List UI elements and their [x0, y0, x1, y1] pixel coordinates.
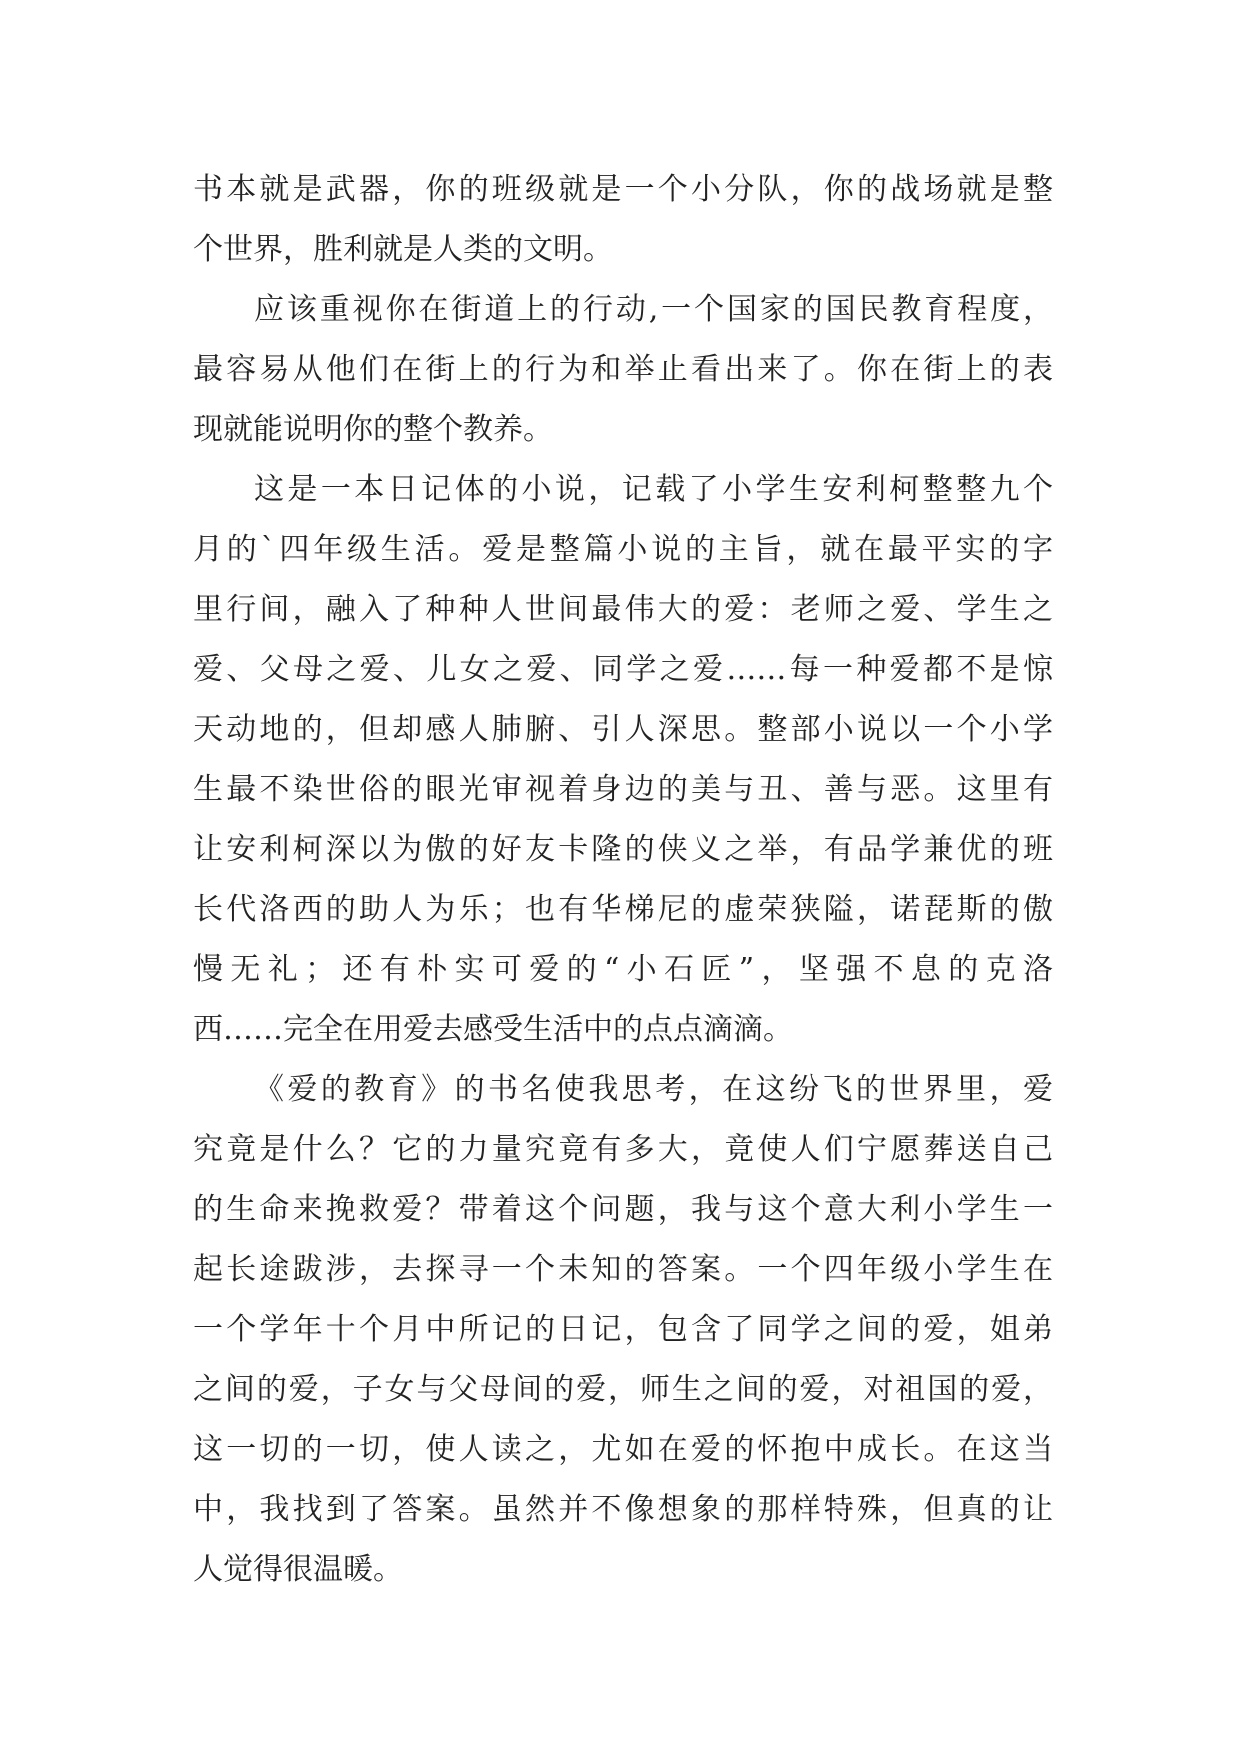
text-line: 这一切的一切，使人读之，尤如在爱的怀抱中成长。在这当 [193, 1432, 1053, 1467]
text-line: 让安利柯深以为傲的好友卡隆的侠义之举，有品学兼优的班 [193, 832, 1053, 867]
text-line: 《爱的教育》的书名使我思考，在这纷飞的世界里，爱 [254, 1072, 1053, 1107]
text-line: 一个学年十个月中所记的日记，包含了同学之间的爱，姐弟 [193, 1312, 1053, 1347]
paragraph [193, 460, 1053, 1060]
text-line: 天动地的，但却感人肺腑、引人深思。整部小说以一个小学 [193, 712, 1053, 747]
text-line: 长代洛西的助人为乐；也有华梯尼的虚荣狭隘，诺琵斯的傲 [193, 892, 1053, 927]
text-line: 应该重视你在街道上的行动,一个国家的国民教育程度， [254, 292, 1053, 327]
text-line: 的生命来挽救爱？带着这个问题，我与这个意大利小学生一 [193, 1192, 1053, 1227]
text-line: 月的`四年级生活。爱是整篇小说的主旨，就在最平实的字 [193, 532, 1053, 567]
text-line: 最容易从他们在街上的行为和举止看出来了。你在街上的表 [193, 352, 1053, 387]
text-line: 爱、父母之爱、儿女之爱、同学之爱……每一种爱都不是惊 [193, 652, 1053, 687]
text-line: 现就能说明你的整个教养。 [193, 412, 553, 447]
text-line: 究竟是什么？它的力量究竟有多大，竟使人们宁愿葬送自己 [193, 1132, 1053, 1167]
text-line: 人觉得很温暖。 [193, 1552, 403, 1587]
text-line: 里行间，融入了种种人世间最伟大的爱：老师之爱、学生之 [193, 592, 1053, 627]
paragraph [193, 280, 1053, 460]
text-line: 之间的爱，子女与父母间的爱，师生之间的爱，对祖国的爱， [193, 1372, 1053, 1407]
document-body [193, 160, 1053, 1600]
text-line: 中，我找到了答案。虽然并不像想象的那样特殊，但真的让 [193, 1492, 1053, 1527]
text-line: 这是一本日记体的小说，记载了小学生安利柯整整九个 [254, 472, 1053, 507]
text-line: 西……完全在用爱去感受生活中的点点滴滴。 [193, 1012, 793, 1047]
text-line: 起长途跋涉，去探寻一个未知的答案。一个四年级小学生在 [193, 1252, 1053, 1287]
paragraph [193, 160, 1053, 280]
paragraph [193, 1060, 1053, 1600]
text-line: 生最不染世俗的眼光审视着身边的美与丑、善与恶。这里有 [193, 772, 1053, 807]
text-line: 慢无礼；还有朴实可爱的“小石匠”，坚强不息的克洛 [193, 952, 1053, 987]
text-line: 个世界，胜利就是人类的文明。 [193, 232, 613, 267]
text-line: 书本就是武器，你的班级就是一个小分队，你的战场就是整 [193, 172, 1053, 207]
